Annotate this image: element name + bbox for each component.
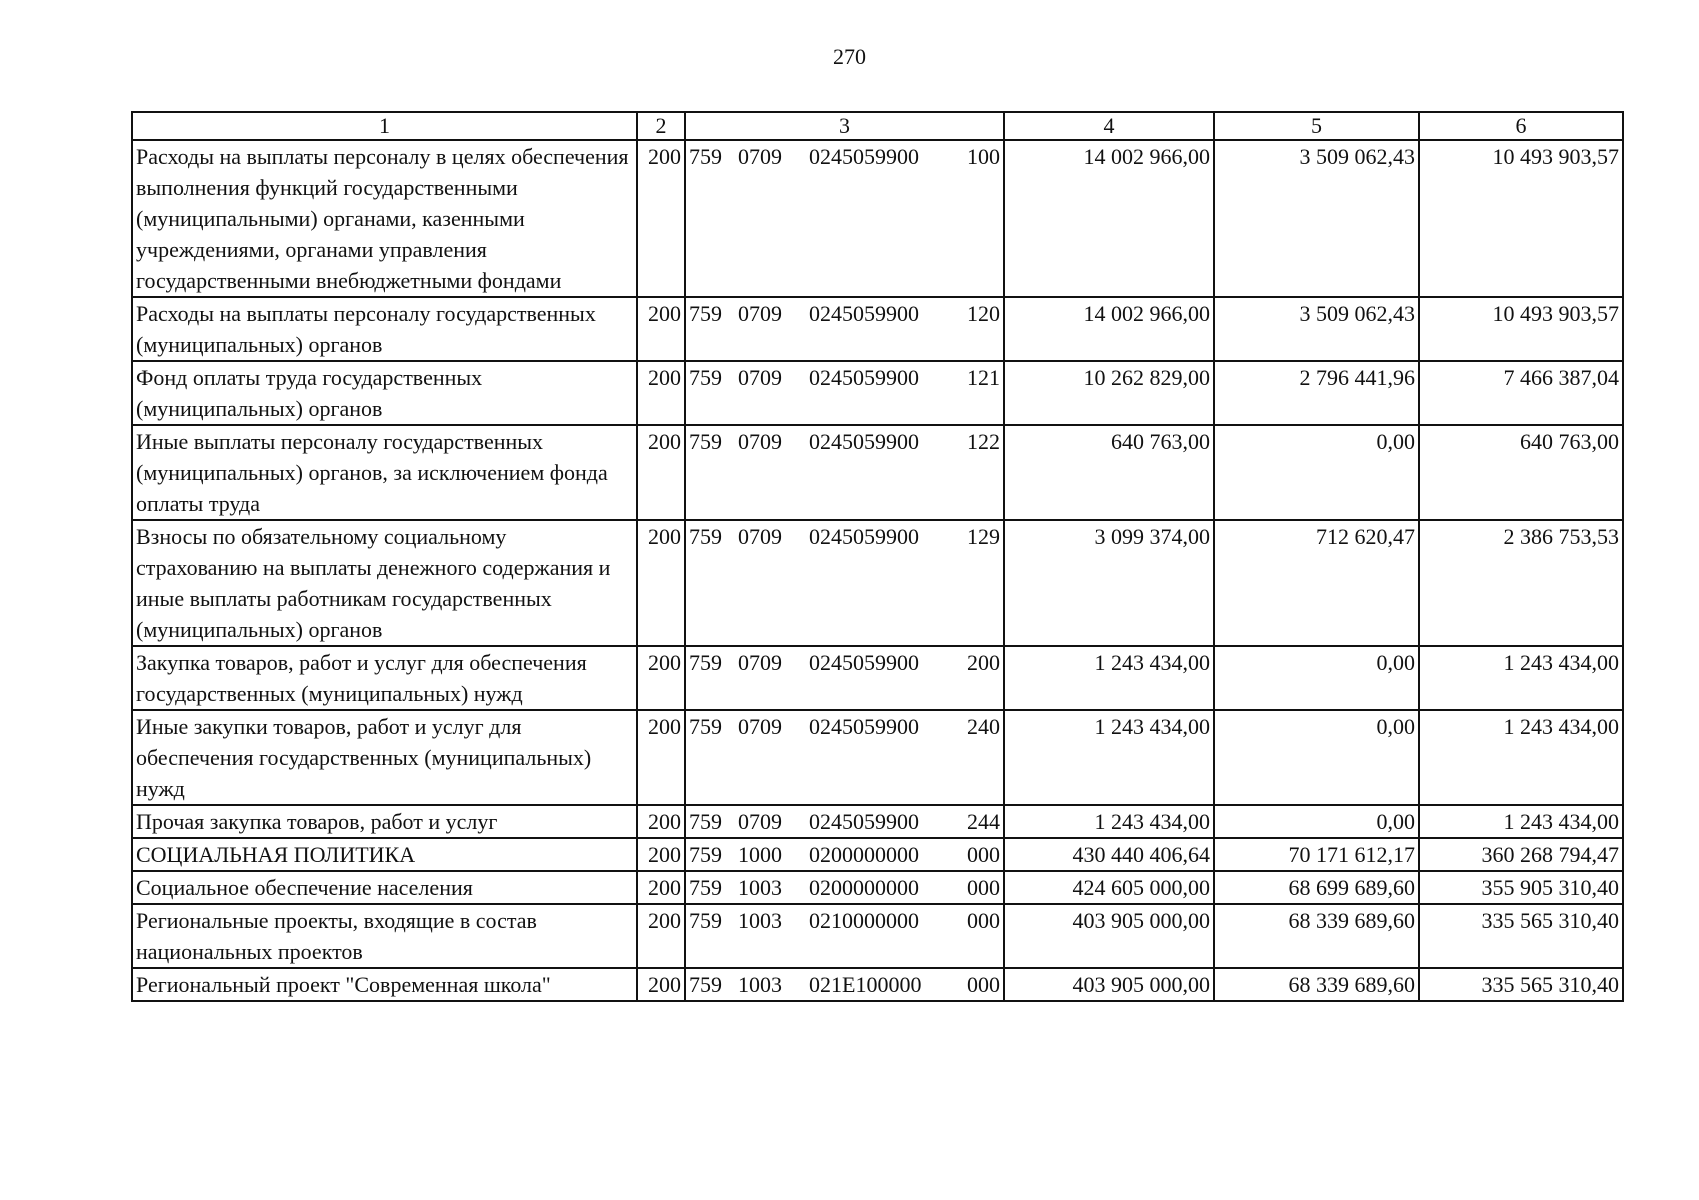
row-expense-type-code: 244 (967, 809, 1000, 834)
row-approved-amount: 1 243 434,00 (1004, 646, 1214, 710)
row-section-code: 1003 (738, 972, 782, 997)
table-body (132, 140, 1623, 1001)
row-approved-amount: 14 002 966,00 (1004, 297, 1214, 361)
row-ministry-code: 759 (689, 875, 722, 900)
row-target-article-code: 0245059900 (809, 650, 919, 675)
row-budget-classification (685, 710, 1004, 805)
row-budget-classification (685, 140, 1004, 297)
row-budget-classification (685, 646, 1004, 710)
row-ministry-code: 759 (689, 842, 722, 867)
row-approved-amount: 430 440 406,64 (1004, 838, 1214, 871)
table-row (132, 710, 1623, 805)
row-expense-type-code: 000 (967, 972, 1000, 997)
row-target-article-code: 0200000000 (809, 842, 919, 867)
row-unexecuted-amount: 7 466 387,04 (1419, 361, 1623, 425)
row-description: Закупка товаров, работ и услуг для обеспечения государственных (муниципальных) нужд (132, 646, 637, 710)
table-row (132, 968, 1623, 1001)
row-budget-classification (685, 297, 1004, 361)
row-budget-classification (685, 805, 1004, 838)
column-header: 4 (1004, 112, 1214, 140)
table-row (132, 871, 1623, 904)
row-unexecuted-amount: 10 493 903,57 (1419, 297, 1623, 361)
row-ministry-code: 759 (689, 429, 722, 454)
page-number: 270 (833, 44, 866, 69)
row-description: Фонд оплаты труда государственных (муниципальных) органов (132, 361, 637, 425)
row-admin-code: 200 (637, 710, 685, 805)
row-unexecuted-amount: 360 268 794,47 (1419, 838, 1623, 871)
row-executed-amount: 712 620,47 (1214, 520, 1419, 646)
row-budget-classification (685, 520, 1004, 646)
row-description: Региональные проекты, входящие в состав национальных проектов (132, 904, 637, 968)
row-unexecuted-amount: 1 243 434,00 (1419, 805, 1623, 838)
row-executed-amount: 2 796 441,96 (1214, 361, 1419, 425)
row-section-code: 1003 (738, 908, 782, 933)
row-executed-amount: 68 339 689,60 (1214, 904, 1419, 968)
table-header-row (132, 112, 1623, 140)
row-target-article-code: 0210000000 (809, 908, 919, 933)
row-description: Региональный проект "Современная школа" (132, 968, 637, 1001)
row-target-article-code: 0245059900 (809, 524, 919, 549)
row-section-code: 0709 (738, 714, 782, 739)
row-approved-amount: 424 605 000,00 (1004, 871, 1214, 904)
row-expense-type-code: 000 (967, 842, 1000, 867)
row-executed-amount: 70 171 612,17 (1214, 838, 1419, 871)
row-executed-amount: 0,00 (1214, 646, 1419, 710)
row-section-code: 1003 (738, 875, 782, 900)
table-row (132, 646, 1623, 710)
row-target-article-code: 0245059900 (809, 144, 919, 169)
table-row (132, 425, 1623, 520)
row-approved-amount: 403 905 000,00 (1004, 904, 1214, 968)
row-admin-code: 200 (637, 297, 685, 361)
row-expense-type-code: 120 (967, 301, 1000, 326)
row-target-article-code: 0245059900 (809, 365, 919, 390)
table-row (132, 297, 1623, 361)
row-ministry-code: 759 (689, 908, 722, 933)
row-admin-code: 200 (637, 904, 685, 968)
row-description: СОЦИАЛЬНАЯ ПОЛИТИКА (132, 838, 637, 871)
row-budget-classification (685, 361, 1004, 425)
table-row (132, 140, 1623, 297)
row-expense-type-code: 122 (967, 429, 1000, 454)
row-unexecuted-amount: 355 905 310,40 (1419, 871, 1623, 904)
row-ministry-code: 759 (689, 714, 722, 739)
column-header: 6 (1419, 112, 1623, 140)
row-executed-amount: 68 699 689,60 (1214, 871, 1419, 904)
column-header: 2 (637, 112, 685, 140)
row-budget-classification (685, 425, 1004, 520)
row-admin-code: 200 (637, 520, 685, 646)
row-description: Прочая закупка товаров, работ и услуг (132, 805, 637, 838)
row-budget-classification (685, 968, 1004, 1001)
row-admin-code: 200 (637, 805, 685, 838)
row-expense-type-code: 100 (967, 144, 1000, 169)
row-unexecuted-amount: 2 386 753,53 (1419, 520, 1623, 646)
row-description: Взносы по обязательному социальному страхованию на выплаты денежного содержания и иные выплаты работникам государственных (муниципальных) органов (132, 520, 637, 646)
row-admin-code: 200 (637, 968, 685, 1001)
row-approved-amount: 640 763,00 (1004, 425, 1214, 520)
row-executed-amount: 0,00 (1214, 805, 1419, 838)
row-approved-amount: 3 099 374,00 (1004, 520, 1214, 646)
row-approved-amount: 10 262 829,00 (1004, 361, 1214, 425)
row-unexecuted-amount: 640 763,00 (1419, 425, 1623, 520)
row-section-code: 1000 (738, 842, 782, 867)
row-executed-amount: 0,00 (1214, 425, 1419, 520)
row-approved-amount: 1 243 434,00 (1004, 805, 1214, 838)
row-approved-amount: 403 905 000,00 (1004, 968, 1214, 1001)
column-header: 3 (685, 112, 1004, 140)
row-expense-type-code: 000 (967, 875, 1000, 900)
row-target-article-code: 0245059900 (809, 301, 919, 326)
budget-table (131, 111, 1624, 1002)
row-ministry-code: 759 (689, 809, 722, 834)
table-row (132, 361, 1623, 425)
table-row (132, 805, 1623, 838)
row-admin-code: 200 (637, 425, 685, 520)
row-section-code: 0709 (738, 429, 782, 454)
table-row (132, 904, 1623, 968)
row-expense-type-code: 121 (967, 365, 1000, 390)
row-section-code: 0709 (738, 144, 782, 169)
row-executed-amount: 3 509 062,43 (1214, 140, 1419, 297)
row-target-article-code: 021E100000 (809, 972, 922, 997)
row-admin-code: 200 (637, 646, 685, 710)
row-executed-amount: 3 509 062,43 (1214, 297, 1419, 361)
row-unexecuted-amount: 1 243 434,00 (1419, 646, 1623, 710)
row-unexecuted-amount: 335 565 310,40 (1419, 904, 1623, 968)
row-target-article-code: 0245059900 (809, 429, 919, 454)
row-approved-amount: 14 002 966,00 (1004, 140, 1214, 297)
table-row (132, 838, 1623, 871)
row-section-code: 0709 (738, 809, 782, 834)
row-target-article-code: 0200000000 (809, 875, 919, 900)
row-section-code: 0709 (738, 365, 782, 390)
row-ministry-code: 759 (689, 972, 722, 997)
row-budget-classification (685, 838, 1004, 871)
row-section-code: 0709 (738, 650, 782, 675)
row-expense-type-code: 200 (967, 650, 1000, 675)
row-admin-code: 200 (637, 361, 685, 425)
row-budget-classification (685, 871, 1004, 904)
row-unexecuted-amount: 10 493 903,57 (1419, 140, 1623, 297)
row-ministry-code: 759 (689, 365, 722, 390)
row-ministry-code: 759 (689, 144, 722, 169)
table-row (132, 520, 1623, 646)
row-approved-amount: 1 243 434,00 (1004, 710, 1214, 805)
row-ministry-code: 759 (689, 524, 722, 549)
row-expense-type-code: 129 (967, 524, 1000, 549)
row-expense-type-code: 240 (967, 714, 1000, 739)
row-admin-code: 200 (637, 871, 685, 904)
row-description: Социальное обеспечение населения (132, 871, 637, 904)
column-header: 1 (132, 112, 637, 140)
row-description: Расходы на выплаты персоналу в целях обеспечения выполнения функций государственными (муниципальными) органами, казенными учреждениями, органами управления государственными внебюджетными фондами (132, 140, 637, 297)
row-expense-type-code: 000 (967, 908, 1000, 933)
row-unexecuted-amount: 1 243 434,00 (1419, 710, 1623, 805)
row-unexecuted-amount: 335 565 310,40 (1419, 968, 1623, 1001)
row-admin-code: 200 (637, 140, 685, 297)
row-ministry-code: 759 (689, 301, 722, 326)
row-description: Иные выплаты персоналу государственных (муниципальных) органов, за исключением фонда оплаты труда (132, 425, 637, 520)
row-executed-amount: 68 339 689,60 (1214, 968, 1419, 1001)
row-target-article-code: 0245059900 (809, 714, 919, 739)
row-section-code: 0709 (738, 524, 782, 549)
row-description: Иные закупки товаров, работ и услуг для обеспечения государственных (муниципальных) нужд (132, 710, 637, 805)
column-header: 5 (1214, 112, 1419, 140)
row-executed-amount: 0,00 (1214, 710, 1419, 805)
row-description: Расходы на выплаты персоналу государственных (муниципальных) органов (132, 297, 637, 361)
row-ministry-code: 759 (689, 650, 722, 675)
row-section-code: 0709 (738, 301, 782, 326)
row-budget-classification (685, 904, 1004, 968)
row-target-article-code: 0245059900 (809, 809, 919, 834)
row-admin-code: 200 (637, 838, 685, 871)
